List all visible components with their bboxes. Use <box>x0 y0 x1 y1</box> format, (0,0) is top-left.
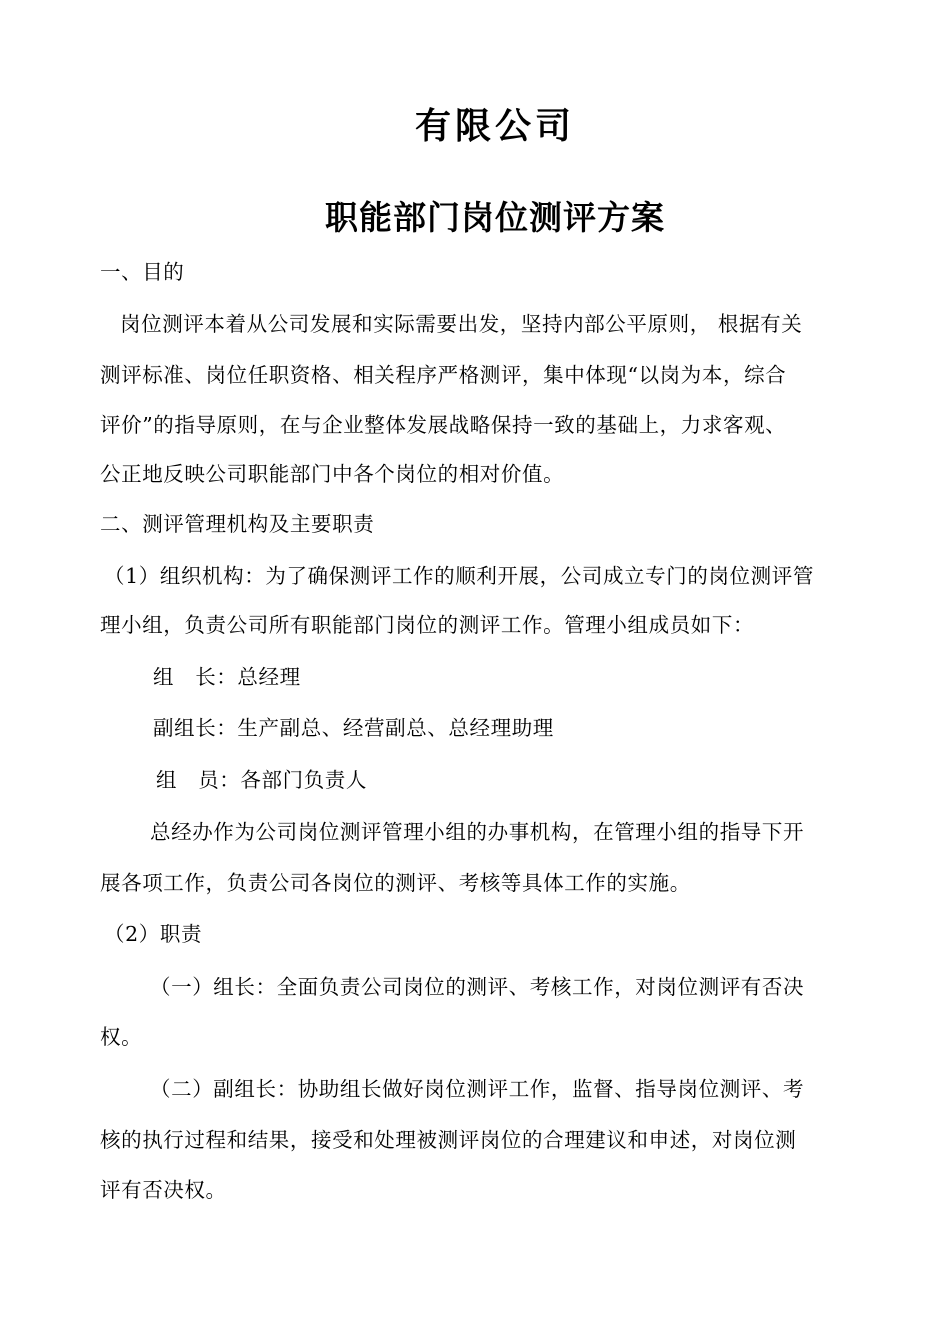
section-heading-purpose: 一、目的 <box>100 260 185 284</box>
member-staff: 组 员：各部门负责人 <box>156 768 367 792</box>
company-title: 有限公司 <box>414 106 575 147</box>
document-title: 职能部门岗位测评方案 <box>325 198 665 237</box>
office-paragraph-line: 展各项工作，负责公司各岗位的测评、考核等具体工作的实施。 <box>100 871 691 895</box>
purpose-paragraph-line: 评价”的指导原则，在与企业整体发展战略保持一致的基础上，力求客观、 <box>100 413 787 437</box>
organization-paragraph-line: 理小组，负责公司所有职能部门岗位的测评工作。管理小组成员如下： <box>100 613 755 637</box>
office-paragraph-line: 总经办作为公司岗位测评管理小组的办事机构，在管理小组的指导下开 <box>150 820 805 844</box>
organization-paragraph-line: （1）组织机构：为了确保测评工作的顺利开展，公司成立专门的岗位测评管 <box>104 564 814 588</box>
duty-deputy-line: 评有否决权。 <box>100 1178 227 1202</box>
purpose-paragraph-line: 岗位测评本着从公司发展和实际需要出发，坚持内部公平原则， 根据有关 <box>120 312 803 336</box>
duty-leader-line: （一）组长：全面负责公司岗位的测评、考核工作，对岗位测评有否决 <box>150 975 805 999</box>
duties-heading: （2）职责 <box>104 922 203 946</box>
duty-deputy-line: 核的执行过程和结果，接受和处理被测评岗位的合理建议和申述，对岗位测 <box>100 1128 797 1152</box>
section-heading-management: 二、测评管理机构及主要职责 <box>100 512 375 536</box>
duty-leader-line: 权。 <box>100 1025 143 1049</box>
duty-deputy-line: （二）副组长：协助组长做好岗位测评工作，监督、指导岗位测评、考 <box>150 1077 805 1101</box>
member-leader: 组 长：总经理 <box>153 665 301 689</box>
purpose-paragraph-line: 测评标准、岗位任职资格、相关程序严格测评，集中体现“以岗为本，综合 <box>100 363 787 387</box>
purpose-paragraph-line: 公正地反映公司职能部门中各个岗位的相对价值。 <box>100 462 565 486</box>
member-deputy-leader: 副组长：生产副总、经营副总、总经理助理 <box>153 716 554 740</box>
